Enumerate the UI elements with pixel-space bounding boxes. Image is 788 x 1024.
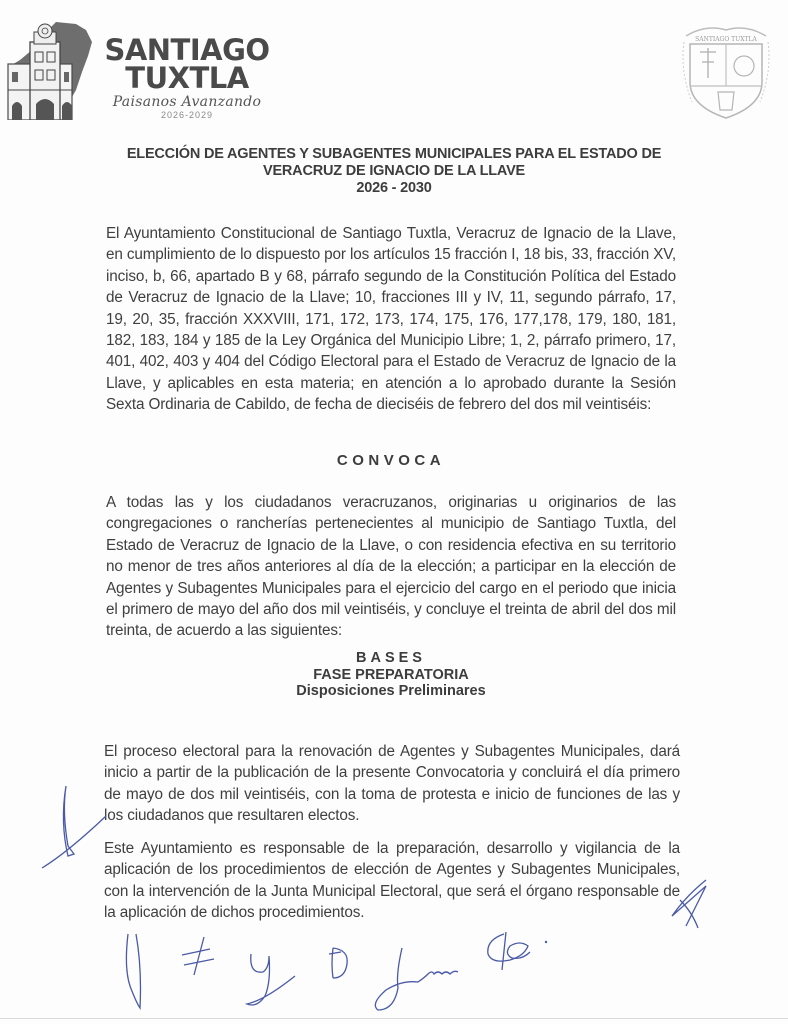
title-line-1: ELECCIÓN DE AGENTES Y SUBAGENTES MUNICIPALES PARA EL ESTADO DE	[126, 146, 662, 162]
title-line-3: 2026 - 2030	[356, 180, 432, 196]
margin-signature-left	[38, 782, 108, 872]
letterhead	[0, 0, 788, 135]
bases-heading: BASES	[356, 650, 426, 666]
logo-wordmark	[98, 33, 288, 120]
logo-title-line1: SANTIAGO	[104, 33, 270, 67]
signature-5	[372, 944, 462, 1019]
signature-4	[325, 944, 355, 984]
signature-3	[245, 952, 305, 1012]
section-heading: Disposiciones Preliminares	[296, 683, 486, 699]
logo-title-line2: TUXTLA	[125, 61, 249, 95]
page-bottom-edge	[0, 1018, 788, 1019]
building-tower-icon	[6, 20, 98, 120]
logo-slogan: Paisanos Avanzando	[112, 94, 262, 110]
logo-years: 2026-2029	[160, 110, 214, 120]
coat-of-arms-icon	[676, 22, 776, 122]
base-paragraph-2: Este Ayuntamiento es responsable de la preparación, desarrollo y vigilancia de la aplicación de los procedimientos de elección de Agentes y Subagentes Municipales, con la intervención de la Junta Municipal Electoral, que será el órgano responsable de la aplicación de dichos procedimientos.	[104, 840, 680, 922]
intro-paragraph: El Ayuntamiento Constitucional de Santiago Tuxtla, Veracruz de Ignacio de la Llave, en cumplimiento de lo dispuesto por los artículos 15 fracción I, 18 bis, 33, fracción XV, inciso, b, 66, apartado B y 68, párrafo segundo de la Constitución Política del Estado de Veracruz de Ignacio de la Llave; 10, fracciones III y IV, 11, segundo párrafo, 17, 19, 20, 35, fracción XXXVIII, 171, 172, 173, 174, 175, 176, 177,178, 179, 180, 181, 182, 183, 184 y 185 de la Ley Orgánica del Municipio Libre; 1, 2, párrafo primero, 17, 401, 402, 403 y 404 del Código Electoral para el Estado de Veracruz de Ignacio de la Llave, y aplicables en esta materia; en atención a lo aprobado durante la Sesión Sexta Ordinaria de Cabildo, de fecha de dieciséis de febrero del dos mil veintiséis:	[106, 225, 676, 414]
signature-2	[180, 935, 220, 985]
crest-banner-text: SANTIAGO TUXTLA	[695, 36, 757, 43]
convoca-heading: CONVOCA	[336, 452, 446, 469]
bases-heading-block	[106, 650, 676, 700]
base-paragraph-1: El proceso electoral para la renovación de Agentes y Subagentes Municipales, dará inicio a partir de la publicación de la presente Convocatoria y concluirá el día primero de mayo de dos mil veintiséis, con la toma de protesta e inicio de funciones de las y los ciudadanos que resultaren electos.	[104, 743, 680, 825]
margin-signature-right	[666, 876, 716, 936]
signature-1	[120, 928, 160, 1018]
signature-6	[480, 930, 560, 975]
convoca-paragraph: A todas las y los ciudadanos veracruzanos, originarias u originarios de las congregaciones o rancherías pertenecientes al municipio de Santiago Tuxtla, del Estado de Veracruz de Ignacio de la Llave, o con residencia efectiva en su territorio no menor de tres años anteriores al día de la elección; a participar en la elección de Agentes y Subagentes Municipales para el ejercicio del cargo en el periodo que inicia el primero de mayo del año dos mil veintiséis, y concluye el treinta de abril del dos mil treinta, de acuerdo a las siguientes:	[106, 494, 676, 640]
phase-heading: FASE PREPARATORIA	[313, 666, 469, 683]
municipality-logo	[6, 20, 276, 125]
document-title	[60, 146, 728, 197]
title-line-2: VERACRUZ DE IGNACIO DE LA LLAVE	[262, 163, 526, 179]
